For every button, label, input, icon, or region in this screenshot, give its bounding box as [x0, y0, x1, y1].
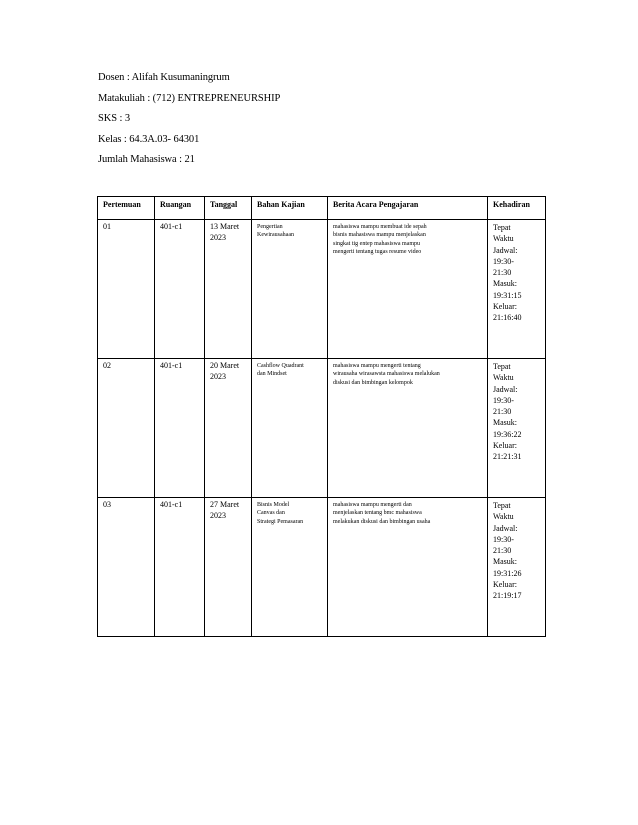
kehadiran-cell: [488, 220, 546, 359]
ruangan-cell: 401-c1: [155, 359, 205, 498]
tanggal-cell: [205, 220, 252, 359]
kehadiran-cell-line: 19:30-: [493, 256, 514, 266]
berita-acara-cell-line: mengerti tentang tugas resume video: [333, 249, 422, 256]
tanggal-cell-line: 27 Maret: [210, 500, 240, 509]
class-line: Kelas : 64.3A.03- 64301: [98, 133, 200, 145]
bahan-kajian-cell-line: Kewirausahaan: [257, 232, 294, 239]
berita-acara-cell: [328, 359, 488, 498]
kehadiran-cell-line: Keluar:: [493, 302, 517, 312]
kehadiran-cell-line: Tepat: [493, 223, 511, 232]
bahan-kajian-cell-line: Canvas dan: [257, 510, 285, 517]
student-count-line: Jumlah Mahasiswa : 21: [98, 154, 195, 165]
bahan-kajian-cell-line: Pengertian: [257, 224, 283, 230]
bahan-kajian-cell-line: Bisnis Model: [257, 502, 290, 508]
berita-acara-cell-line: bisnis mahasiswa mampu menjelaskan: [333, 232, 426, 239]
kehadiran-cell-line: 19:30-: [493, 534, 514, 544]
kehadiran-cell-line: 21:30: [493, 407, 512, 417]
kehadiran-cell-line: Keluar:: [493, 441, 517, 451]
tanggal-cell-line: 2023: [210, 510, 226, 520]
berita-acara-cell-line: menjelaskan tentang bmc mahasiswa: [333, 510, 422, 517]
kehadiran-cell-line: Jadwal:: [493, 523, 518, 533]
kehadiran-cell-line: Waktu: [493, 234, 514, 244]
kehadiran-cell-line: Jadwal:: [493, 384, 518, 394]
kehadiran-cell-line: Tepat: [493, 362, 511, 371]
table-row: [98, 359, 546, 498]
berita-acara-cell-line: singkat tig entep mahasiswa mampu: [333, 240, 420, 247]
credits-line: SKS : 3: [98, 113, 130, 124]
header-berita-acara: Berita Acara Pengajaran: [328, 197, 488, 220]
kehadiran-cell-line: 19:30-: [493, 395, 514, 405]
bahan-kajian-cell-line: dan Mindset: [257, 371, 287, 378]
kehadiran-cell-line: Tepat: [493, 501, 511, 510]
course-info: [98, 72, 280, 175]
kehadiran-cell-line: Keluar:: [493, 580, 517, 590]
kehadiran-cell: [488, 498, 546, 637]
kehadiran-cell-line: Waktu: [493, 373, 514, 383]
tanggal-cell-line: 2023: [210, 371, 226, 381]
pertemuan-cell: 02: [98, 359, 155, 498]
kehadiran-cell-line: Waktu: [493, 512, 514, 522]
tanggal-cell-line: 20 Maret: [210, 361, 240, 370]
berita-acara-cell: [328, 498, 488, 637]
ruangan-cell: 401-c1: [155, 498, 205, 637]
kehadiran-cell-line: 19:31:15: [493, 290, 522, 300]
header-tanggal: Tanggal: [205, 197, 252, 220]
berita-acara-cell: [328, 220, 488, 359]
tanggal-cell-line: 13 Maret: [210, 222, 240, 231]
table-row: [98, 498, 546, 637]
kehadiran-cell-line: Masuk:: [493, 279, 517, 289]
kehadiran-cell: [488, 359, 546, 498]
kehadiran-cell-line: 21:16:40: [493, 313, 522, 323]
berita-acara-cell-line: melakukan diskusi dan bimbingan usaha: [333, 518, 431, 525]
bahan-kajian-cell: [252, 498, 328, 637]
header-kehadiran: Kehadiran: [488, 197, 546, 220]
header-pertemuan: Pertemuan: [98, 197, 155, 220]
kehadiran-cell-line: 19:36:22: [493, 429, 522, 439]
table-header-row: [98, 197, 546, 220]
header-ruangan: Ruangan: [155, 197, 205, 220]
berita-acara-cell-line: mahasiswa mampu mengerti tentang: [333, 363, 421, 369]
kehadiran-cell-line: 21:19:17: [493, 591, 522, 601]
kehadiran-cell-line: 19:31:26: [493, 568, 522, 578]
kehadiran-cell-line: Jadwal:: [493, 245, 518, 255]
tanggal-cell-line: 2023: [210, 232, 226, 242]
berita-acara-cell-line: wirausaha wirasawsta mahasiswa melalukan: [333, 371, 440, 378]
kehadiran-cell-line: Masuk:: [493, 557, 517, 567]
kehadiran-cell-line: Masuk:: [493, 418, 517, 428]
header-bahan-kajian: Bahan Kajian: [252, 197, 328, 220]
pertemuan-cell: 01: [98, 220, 155, 359]
course-line: Matakuliah : (712) ENTREPRENEURSHIP: [98, 92, 281, 104]
kehadiran-cell-line: 21:30: [493, 546, 512, 556]
bahan-kajian-cell-line: Cashflow Quadrant: [257, 363, 304, 369]
tanggal-cell: [205, 498, 252, 637]
pertemuan-cell: 03: [98, 498, 155, 637]
berita-acara-cell-line: mahasiswa mampu mengerti dan: [333, 502, 412, 508]
kehadiran-cell-line: 21:21:31: [493, 452, 522, 462]
kehadiran-cell-line: 21:30: [493, 268, 512, 278]
bahan-kajian-cell: [252, 220, 328, 359]
berita-acara-cell-line: diskusi dan bimbingan kelompok: [333, 379, 413, 386]
ruangan-cell: 401-c1: [155, 220, 205, 359]
lecturer-line: Dosen : Alifah Kusumaningrum: [98, 72, 230, 83]
berita-acara-cell-line: mahasiswa mampu membuat ide sepah: [333, 224, 427, 230]
tanggal-cell: [205, 359, 252, 498]
attendance-table: [97, 196, 546, 637]
table-row: [98, 220, 546, 359]
bahan-kajian-cell-line: Strategi Pemasaran: [257, 518, 304, 525]
bahan-kajian-cell: [252, 359, 328, 498]
